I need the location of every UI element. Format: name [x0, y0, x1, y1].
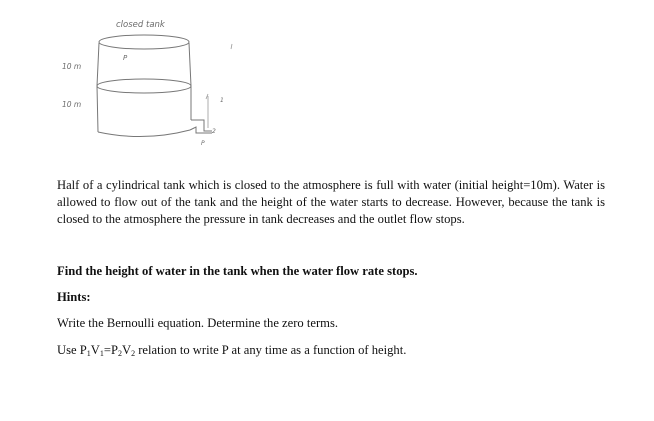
- tank-bottom-curve: [98, 130, 190, 137]
- hint-2-prefix: Use P: [57, 343, 87, 357]
- hint-2-sub4: 2: [131, 349, 136, 358]
- hint-2-sub1: 1: [86, 349, 91, 358]
- label-height-top: 10 m: [62, 62, 82, 71]
- label-pressure: P: [123, 54, 128, 62]
- hint-2-mid1: V: [90, 343, 100, 357]
- hint-2-sub2: 1: [99, 349, 104, 358]
- tick-mark: [231, 44, 232, 49]
- hint-2-suffix: relation to write P at any time as a function of height.: [135, 343, 407, 357]
- hint-1: Write the Bernoulli equation. Determine the zero terms.: [57, 316, 339, 330]
- hints-title: Hints:: [57, 290, 91, 304]
- water-surface-ellipse: [97, 79, 191, 93]
- tank-top-ellipse: [99, 35, 189, 49]
- label-height-bottom: 10 m: [62, 100, 82, 109]
- hint-2-sub3: 2: [117, 349, 122, 358]
- label-outlet-pressure: P: [201, 140, 205, 147]
- hint-2-mid2: =P: [103, 343, 118, 357]
- outlet-pipe: [190, 120, 212, 133]
- sketch-caption: closed tank: [116, 20, 165, 30]
- tank-sketch: [0, 0, 300, 160]
- problem-statement: Half of a cylindrical tank which is closed to the atmosphere is full with water (initial height=10m). Water is allowed to flow out of the tank and the height of the water starts to decrease. However, because the tank is closed to the atmosphere the pressure in tank decreases and the outlet flow stops.: [57, 178, 605, 226]
- hint-2: [57, 343, 617, 358]
- label-point-1: 1: [220, 97, 224, 104]
- label-point-2: 2: [212, 128, 216, 135]
- tank-right-wall: [189, 43, 191, 120]
- problem-question: Find the height of water in the tank when the water flow rate stops.: [57, 264, 418, 278]
- hint-2-mid3: V: [121, 343, 132, 357]
